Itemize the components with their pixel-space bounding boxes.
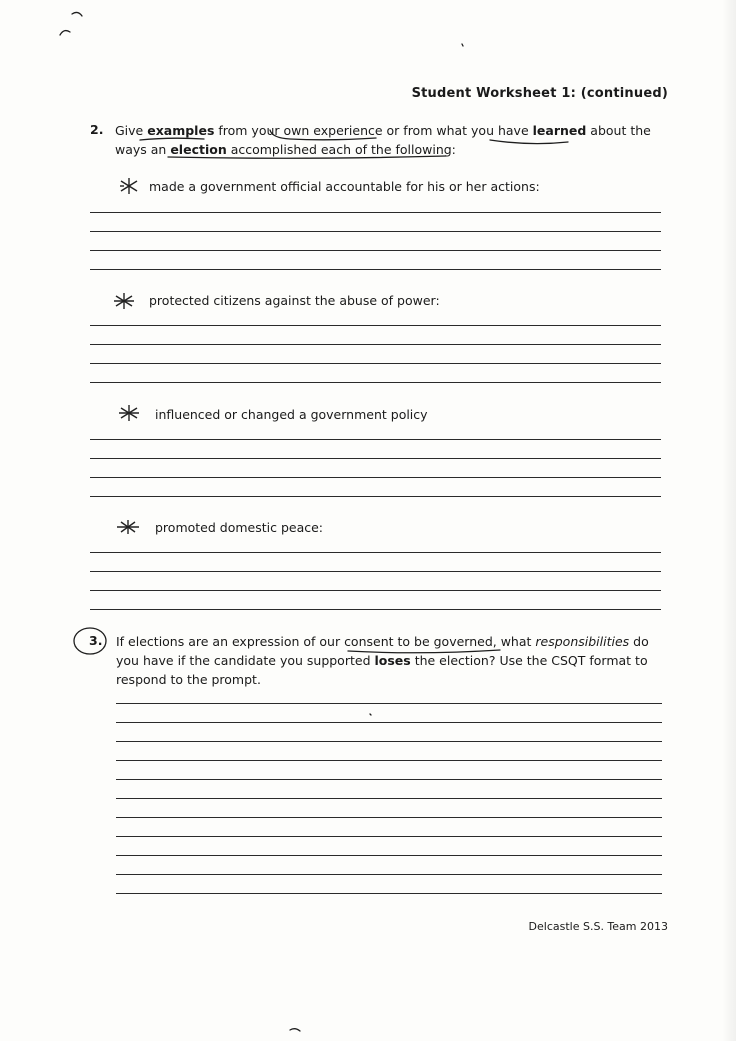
answer-line <box>90 609 661 610</box>
underline-learned <box>490 140 568 144</box>
answer-line <box>116 836 662 837</box>
answer-line <box>90 344 661 345</box>
answer-line <box>116 798 662 799</box>
asterisk-mark-icon <box>118 177 140 195</box>
answer-line <box>116 703 662 704</box>
answer-line <box>90 458 661 459</box>
scan-shadow <box>722 0 736 1041</box>
item-accountability: made a government official accountable for his or her actions: <box>149 179 540 194</box>
dot-mark <box>462 44 463 46</box>
question-3-prompt-line-1: If elections are an expression of our consent to be governed, what responsibilities do <box>116 634 649 649</box>
answer-line <box>116 760 662 761</box>
answer-line <box>90 363 661 364</box>
answer-line <box>116 893 662 894</box>
asterisk-mark-icon <box>113 292 135 310</box>
question-3-number: 3. <box>89 633 103 648</box>
answer-line <box>90 571 661 572</box>
answer-line <box>90 325 661 326</box>
answer-line <box>90 552 661 553</box>
item-abuse-of-power: protected citizens against the abuse of power: <box>149 293 440 308</box>
answer-line <box>116 779 662 780</box>
answer-line <box>90 212 661 213</box>
answer-line <box>90 477 661 478</box>
answer-line <box>116 855 662 856</box>
question-3-prompt-line-2: you have if the candidate you supported loses the election? Use the CSQT format to <box>116 653 648 668</box>
asterisk-mark-icon <box>117 518 139 536</box>
answer-line <box>116 874 662 875</box>
item-domestic-peace: promoted domestic peace: <box>155 520 324 535</box>
item-government-policy: influenced or changed a government policy <box>155 407 428 422</box>
answer-line <box>116 817 662 818</box>
answer-line <box>90 250 661 251</box>
answer-line <box>116 722 662 723</box>
asterisk-mark-icon <box>118 404 140 422</box>
question-2-prompt-line-1: Give examples from your own experience or from what you have learned about the <box>115 123 651 138</box>
answer-line <box>90 269 661 270</box>
answer-line <box>90 231 661 232</box>
worksheet-title: Student Worksheet 1: (continued) <box>411 86 668 101</box>
dot-mark <box>370 714 371 715</box>
answer-line <box>90 382 661 383</box>
smudge-mark <box>60 12 82 35</box>
answer-line <box>90 496 661 497</box>
answer-line <box>116 741 662 742</box>
question-2-number: 2. <box>90 122 104 137</box>
question-2-prompt-line-2: ways an election accomplished each of the following: <box>115 142 456 157</box>
footer-credit: Delcastle S.S. Team 2013 <box>528 920 668 933</box>
answer-line <box>90 590 661 591</box>
answer-line <box>90 439 661 440</box>
bottom-mark <box>290 1029 300 1031</box>
question-3-prompt-line-3: respond to the prompt. <box>116 672 261 687</box>
